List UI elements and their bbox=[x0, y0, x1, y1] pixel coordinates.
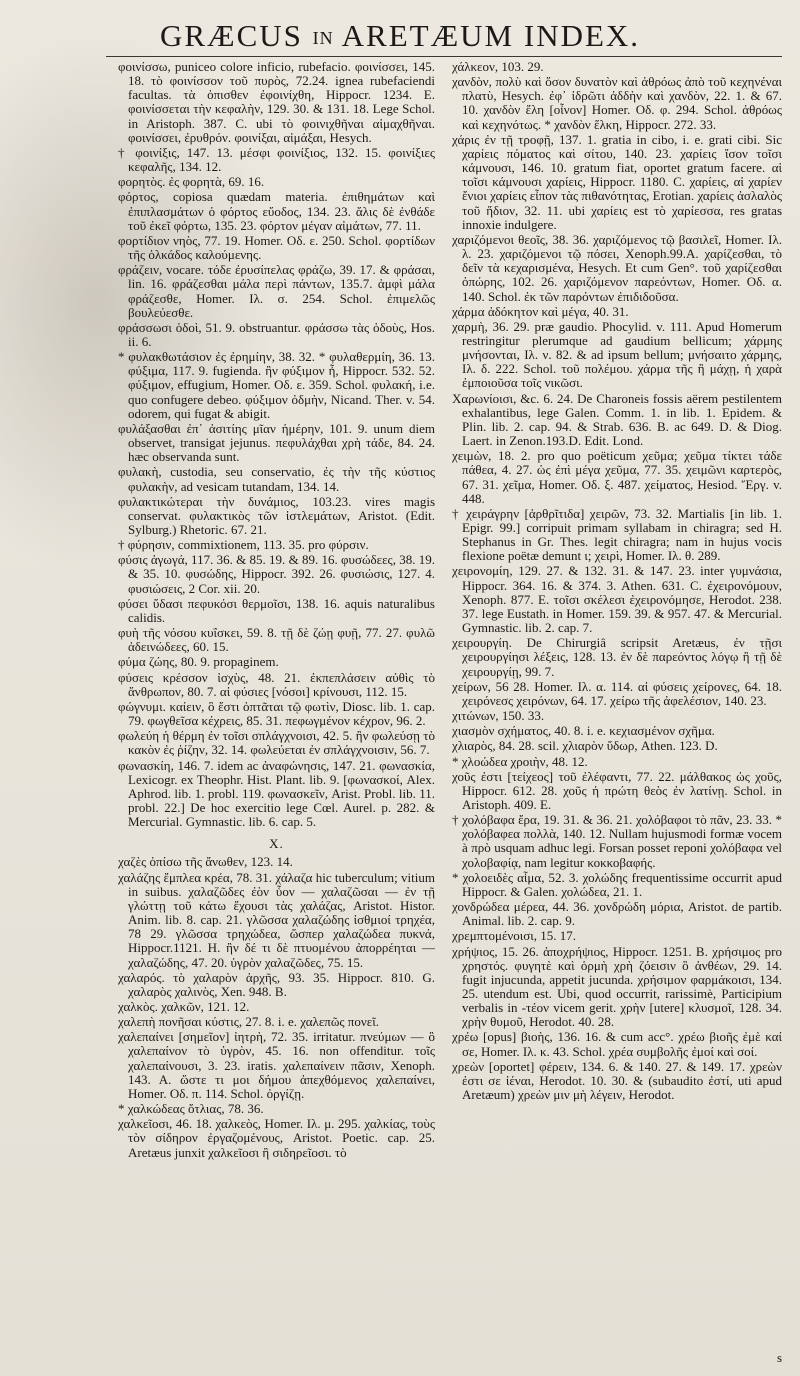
index-entry: χαλκεῖοσι, 46. 18. χαλκεὸς, Homer. Ιλ. μ. 295. χαλκίας, τοὺς τὸν σίδηρον ἐργαζομένους, Aristot. Poetic. cap. 25. Aretæus junxit χαλκεῖοσι ἢ σιδηρεῖοσι. τὸ bbox=[118, 1116, 435, 1160]
index-entry: χείρων, 56 28. Homer. Ιλ. α. 114. αἱ φύσεις χείρονες, 64. 18. χειρόνεσς χειρόνων, 64. 17. χείρω τῆς ἀφελέσιον, 140. 23. bbox=[452, 678, 782, 708]
index-entry: χαλεπὴ πονῆσαι κύστις, 27. 8. i. e. χαλεπῶς πονεῖ. bbox=[118, 1014, 379, 1030]
index-entry: φύσεις κρέσσον ἰσχὺς, 48. 21. ἐκπεπλάσειν αὐθὶς τὸ ἄνθρωπον, 80. 7. αἱ φύσιες [νόσοι] κρίνουσι, 112. 15. bbox=[118, 669, 435, 699]
index-entry: χαλκὸς. χαλκῶν, 121. 12. bbox=[118, 999, 250, 1014]
left-entries bbox=[118, 60, 435, 829]
index-entry: φοινίσσω, puniceo colore inficio, rubefacio. φοινίσσει, 145. 18. τὸ φοινίσσον τοῦ πυρὸς, 72.24. ignea rubefaciendi facultas. τὰ ὀπισθεν ἐφοινίχθη, Hippocr. 1234. E. φοινίσσεται τὴν κεφαλὴν, 129. 30. & 131. 18. Lege Schol. in Aristoph. 387. C. ubi τὸ φοινιχθῆναι αἱμαχθῆναι. φοινίσσει, ἐρυθρόν. φοινίξαι, αἱμάξαι, Hesych. bbox=[118, 60, 435, 145]
index-entry: † χολόβαφα ἔρα, 19. 31. & 36. 21. χολόβαφοι τὸ πᾶν, 23. 33. * χολόβαφεα πολλὰ, 140. 12. Nullam hujusmodi formæ vocem à πρὸ usquam adhuc legi. Forsan posset reponi χολόβαφα vel χολοβαφίᾳ, nam legitur κοκκοβαφής. bbox=[452, 812, 782, 870]
index-entry: χάρμα ἀδόκητον καὶ μέγα, 40. 31. bbox=[452, 303, 629, 319]
index-entry: χειρουργίη. De Chirurgiâ scripsit Aretæus, ἐν τῇσι χειρουργίησι λέξεις, 128. 13. ἐν δὲ παρεόντος λόγῳ ἢ τῇ δὲ χειρουργίῃ, 99. 7. bbox=[452, 635, 782, 679]
index-entry: φυὴ τῆς νόσου κυΐσκει, 59. 8. τῇ δὲ ζώῃ φυῇ, 77. 27. φυλῶ ἀδεινώδεες, 60. 15. bbox=[118, 625, 435, 655]
index-entry: χλιαρὸς, 84. 28. scil. χλιαρὸν ὕδωρ, Athen. 123. D. bbox=[452, 738, 718, 754]
index-entry: χρεμπτομένοισι, 15. 17. bbox=[452, 928, 577, 944]
index-entry: Χαρωνίοισι, &c. 6. 24. De Charoneis fossis aërem pestilentem exhalantibus, lege Galen. Comm. 1. in lib. 1. Epidem. & Plin. lib. 2. cap. 94. & Strab. 636. B. ac 649. D. & Diog. Laert. in Zenon.193.D. Edit. Lond. bbox=[452, 390, 782, 449]
right-entries bbox=[452, 60, 782, 1102]
index-entry: φύμα ζώης, 80. 9. propaginem. bbox=[118, 654, 279, 670]
section-heading-x: X. bbox=[269, 836, 284, 852]
index-entry: χάλκεον, 103. 29. bbox=[452, 60, 544, 74]
left-column bbox=[118, 60, 435, 1350]
index-entry: χαριζόμενοι θεοῖς, 38. 36. χαριζόμενος τῷ βασιλεῖ, Homer. Ιλ. λ. 23. χαριζόμενοι τῷ πόσει, Xenoph.99.A. χαρίζεσθαι, τὸ δεῖν τὰ κεχαρισμένα, Hesych. Et cum Gen°. τοῦ χαρίζεσθαι ὀπώρης, 102. 26. χαριζόμενον παρεόντων, Homer. Οδ. α. 140. Schol. ἐκ τῶν παρόντων ἐπιδιδοῦσα. bbox=[452, 231, 782, 304]
header-rule bbox=[106, 56, 782, 57]
index-entry: χιασμὸν σχήματος, 40. 8. i. e. κεχιασμένον σχῆμα. bbox=[452, 723, 715, 739]
index-entry: φορητὸς. ἐς φορητὰ, 69. 16. bbox=[118, 174, 265, 190]
index-entry: χαλάζης ἔμπλεα κρέα, 78. 31. χάλαζα hic tuberculum; vitium in suibus. χαλαζῶδες ἐὸν ὗον — χαλαζῶσαι — ἐν τῇ γλώττῃ τοῦ κάτω ἔχουσι τὰς χαλάζας, Aristot. Histor. Anim. lib. 8. cap. 21. γλῶσσα χαλαζώδης ἰσθμιοί τρηχέα, 78 29. γλῶσσα τρηχώδεα, ὥσπερ χαλαζώδεα πυκνά, Hippocr.1121. H. ἢν δέ τι δὲ πτυομένου ἀπορρέηται — χαλαζώδης, 47. 20. ὑγρὸν χαλαζῶδες, 75. 15. bbox=[118, 869, 435, 970]
index-entry: φώγνυμι. καίειν, ὃ ἔστι ὀπτᾶται τῷ φωτὶν, Diosc. lib. 1. cap. 79. φωγθεῖσα κέχρεις, 85. 31. πεφωγμένον κέχρον, 96. 2. bbox=[118, 698, 435, 729]
index-entry: χαλαρός. τὸ χαλαρὸν ἀρχῆς, 93. 35. Hippocr. 810. G. χαλαρὸς χαλινὸς, Xen. 948. B. bbox=[118, 969, 435, 999]
index-entry: φυλακτικώτεραι τὴν δυνάμιος, 103.23. vires magis conservat. φυλακτικὸς τῶν ἱστλεμάτων, Aristot. (Edit. Sylburg.) Rhetoric. 67. 21. bbox=[118, 493, 435, 537]
right-column bbox=[452, 60, 782, 1360]
index-entry: φράσσωσι ὁδοὶ, 51. 9. obstruantur. φράσσω τὰς ὁδοὺς, Hos. ii. 6. bbox=[118, 319, 435, 349]
index-entry: † χειράγρην [ἀρθρῖτιδα] χειρῶν, 73. 32. Martialis [in lib. 1. Epigr. 99.] corripuit primam syllabam in chiragra; sed H. Stephanus in Gr. Thes. legit chiragra; nam in hujus vocis flexione poëtæ demunt ι; χειρὶ, Homer. Ιλ. θ. 289. bbox=[452, 505, 782, 564]
index-entry: φυλακὴ, custodia, seu conservatio, ἐς τὴν τῆς κύστιος φυλακὴν, ad vesicam tutandam, 134. 14. bbox=[118, 464, 435, 494]
index-entry: χάρις ἐν τῇ τροφῇ, 137. 1. gratia in cibo, i. e. grati cibi. Sic χαρίεις πόματος καὶ σίτου, 140. 23. χαρίεις ἴσον τοῖσι κάμνουσι, 146. 10. gratum fiat, oportet gratum facere. αἱ τοῖσι κάμνουσι χαρίεις, Hippocr. 1180. C. χαρίεις, αἱ χαρίεν ἔνιοι χαρίεις εἶπον τὰς πιθανότητας, Erotian. χαρίεις ἀσλαλὸς τοῦ ἥδιον, 32. 11. ubi χαρίεις est τὸ χαρίεσσα, res gratas innoxie indulgere. bbox=[452, 131, 782, 232]
index-entry: * χολοειδὲς αἷμα, 52. 3. χολώδης frequentissime occurrit apud Hippocr. & Galen. χολώδεα, 21. 1. bbox=[452, 869, 782, 899]
index-entry: * χαλκώδεας ὄτλιας, 78. 36. bbox=[118, 1101, 264, 1117]
index-entry: * φυλακθωτάσιον ἐς ἐρημίην, 38. 32. * φυλαθερμίη, 36. 13. φύξιμα, 117. 9. fugienda. ἢν φύξιμον ἦ, Hippocr. 532. 52. φύξιμον, effugium, Homer. Οδ. ε. 359. Schol. φυλακή, i.e. quo confugere debeo. φύξιμον ὀδμὴν, Nicand. Ther. v. 54. odorem, qui fugat & abigit. bbox=[118, 349, 435, 421]
index-entry: φωλεύη ἡ θέρμη ἐν τοῖσι σπλάγχνοισι, 42. 5. ἢν φωλεύσῃ τὸ κακὸν ἐς ῥίζην, 32. 14. φωλεύεται ἐν σπλάγχνοισιν, 56. 7. bbox=[118, 728, 435, 758]
index-entry: χοῦς ἐστι [τείχεος] τοῦ ἐλέφαντι, 77. 22. μάλθακος ὡς χοῦς, Hippocr. 612. 28. χοῦς ἡ πρώτη θεὸς ἐν λατίνῃ. Schol. in Aristoph. 409. E. bbox=[452, 768, 782, 812]
title-word-in: IN bbox=[312, 28, 334, 48]
index-entry: χανδὸν, πολὺ καὶ ὅσον δυνατὸν καὶ ἀθρόως ἀπὸ τοῦ κεχηνέναι πλατὺ, Hesych. ἐφ᾽ ἰδρῶτι ἀδδὴν καὶ χανδὸν, 22. 1. & 67. 10. χανδὸν ἔλη [οἶνον] Homer. Οδ. φ. 294. Schol. ἀθρόως καὶ κεχηνότως. * χανδὸν ἕλκη, Hippocr. 272. 33. bbox=[452, 74, 782, 132]
index-entry: φυλάξασθαι ἐπ᾽ ἀσιτίης μῖαν ἡμέρην, 101. 9. unum diem observet, transigat jejunus. πεφυλάχθαι χρὴ τάδε, 84. 24. hæc observanda sunt. bbox=[118, 420, 435, 465]
index-entry: χρεὼν [oportet] φέρειν, 134. 6. & 140. 27. & 149. 17. χρεὼν ἐστι σε ἰέναι, Herodot. 10. 30. & (subaudito ἐστί, uti apud Aretæum) χρεὼν μιν μὴ λέγειν, Herodot. bbox=[452, 1058, 782, 1103]
index-entry: χαλεπαίνει [σημεῖον] ἰητρὴ, 72. 35. irritatur. πνεύμων — ὃ χαλεπαίνον τὸ ὑγρὸν, 45. 16. non offenditur. τοῖς χαλεπαίνουσι, 3. 23. iratis. χαλεπαίνειν πᾶσιν, Xenoph. 143. A. ὥστε τι μοι δήμου ἀπεχθόμενος χαλεπαίνει, Homer. Οδ. π. 114. Schol. ὀργίζῃ. bbox=[118, 1029, 435, 1101]
left-x-entries bbox=[118, 855, 435, 1159]
index-entry: † φύρησιν, commixtionem, 113. 35. pro φύρσιν. bbox=[118, 537, 369, 553]
index-entry: φωνασκίη, 146. 7. idem ac ἀναφώνησις, 147. 21. φωνασκία, Lexicogr. ex Theophr. Hist. Plant. lib. 9. [φωνασκοί, Alex. Aphrod. lib. 1. probl. 119. φωνασκεῖν, Arist. Probl. lib. 11. probl. 22.] De hoc exercitio lege Cœl. Aurel. p. 282. & Mercurial. Gymnastic. lib. 6. cap. 5. bbox=[118, 757, 435, 830]
index-entry: φράζειν, vocare. τόδε ἐρυσίπελας φράζω, 39. 17. & φράσαι, lin. 16. φράζεσθαι μάλα περὶ πάντων, 135.7. ἀμφὶ μάλα φράζεσθε, Homer. Ιλ. σ. 254. Schol. ἐπιμελῶς βουλεύεσθε. bbox=[118, 262, 435, 320]
index-entry: φόρτος, copiosa quædam materia. ἐπιθημάτων καὶ ἐπιπλασμάτων ὁ φόρτος εὔοδος, 134. 23. ἄλις δὲ ἐνθάδε τοῦ ἐκεῖ φόρτω, 135. 23. φόρτον μέγαν αἰμάτων, 77. 11. bbox=[118, 189, 435, 233]
index-entry: χρέω [opus] βιοὴς, 136. 16. & cum acc°. χρέω βιοῆς ἐμὲ καί σε, Homer. Ιλ. κ. 43. Schol. χρέα συμβολῆς ἐμοί καὶ σοί. bbox=[452, 1029, 782, 1059]
title-word-graecus: GRÆCUS bbox=[159, 18, 303, 53]
index-entry: χρήψιος, 15. 26. ἀποχρήψιος, Hippocr. 1251. B. χρήσιμος pro χρηστός. φυγητὲ καὶ ὁρμὴ χρὴ ζόεισιν ὃ ἀνθέων, 29. 14. fugit injucunda, appetit jucunda. χρήσιμον φαρμάκοισι, 134. 25. utendum est. Ubi, quod occurrit, rarissimè, Participium verbalis in -τέον vicem gerit. χρὴν [utere] κλυσμοῖ, 128. 34. χρὴν θυμοῦ, Herodot. 40. 28. bbox=[452, 943, 782, 1030]
index-entry: φύσις ἀγωγά, 117. 36. & 85. 19. & 89. 16. φυσώδεες, 38. 19. & 35. 10. φυσώδης, Hippocr. 392. 26. φυσιώσις, 127. 4. φυσιώσεις, 2 Cor. xii. 20. bbox=[118, 552, 435, 596]
page-number: s bbox=[776, 1350, 782, 1365]
index-entry: φορτίδιον νηὸς, 77. 19. Homer. Οδ. ε. 250. Schol. φορτίδων τῆς ὁλκάδος καλούμενης. bbox=[118, 232, 435, 263]
index-entry: χιτώνων, 150. 33. bbox=[452, 708, 545, 724]
index-entry: χαρμὴ, 36. 29. præ gaudio. Phocylid. v. 111. Apud Homerum restringitur plerumque ad gaudium bellicum; χάρμης μνήσονται, Ιλ. ν. 82. & ad ipsum bellum; μνήσαιτο χάρμης, Ιλ. δ. 222. Schol. τοῦ πολέμου. χάρμα τῆς ἢ μάχῃ, ἡ χαρὰ ἐμποιοῦσα τοῖς νικῶσι. bbox=[452, 318, 782, 391]
index-entry: χειμὼν, 18. 2. pro quo poëticum χεῦμα; χεῦμα τίκτει τάδε πάθεα, 4. 27. ὡς ἐπὶ μέγα χεῦμα, 77. 35. χειμῶνι καρτερὸς, 67. 31. χεῖμα, Homer. Οδ. ξ. 487. χείματος, Hesiod. Ἔργ. v. 448. bbox=[452, 448, 782, 506]
index-entry: χειρονομίη, 129. 27. & 132. 31. & 147. 23. inter γυμνάσια, Hippocr. 364. 16. & 374. 3. Athen. 631. C. ἐχειρονόμουν, Xenoph. 877. E. τοῖσι σκέλεσι ἐχειρονόμησε, Herodot. 238. 37. lege Eustath. in Homer. 159. 39. & 957. 47. & Mercurial. Gymnastic. lib. 2. cap. 7. bbox=[452, 563, 782, 636]
index-entry: * χλοώδεα χροιὴν, 48. 12. bbox=[452, 753, 588, 769]
index-entry: φύσει ὕδασι πεφυκόσι θερμοῖσι, 138. 16. aquis naturalibus calidis. bbox=[118, 595, 435, 625]
title-word-index: ARETÆUM INDEX. bbox=[341, 18, 641, 53]
index-entry: χονδρώδεα μέρεα, 44. 36. χονδρώδη μόρια, Aristot. de partib. Animal. lib. 2. cap. 9. bbox=[452, 899, 782, 929]
page-title bbox=[0, 18, 800, 56]
index-entry: † φοινίξις, 147. 13. μέσφι φοινίξιος, 132. 15. φοινίξιες κεφαλῆς, 134. 12. bbox=[118, 144, 435, 175]
index-entry: χαζὲς ὀπίσω τῆς ἄνωθεν, 123. 14. bbox=[118, 854, 293, 870]
